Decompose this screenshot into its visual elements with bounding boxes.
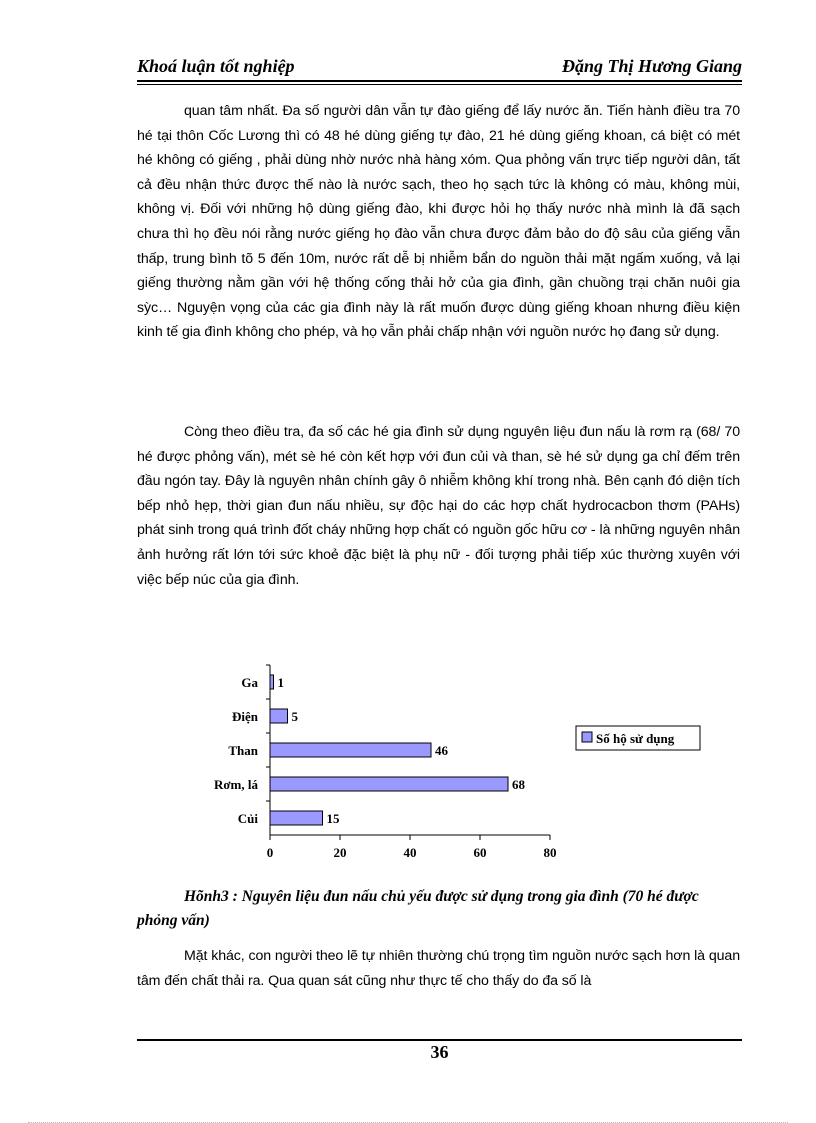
bar-data-label: 5 <box>291 709 298 724</box>
footer-rule <box>137 1039 742 1041</box>
x-tick-label: 60 <box>473 845 487 860</box>
y-category-label: Điện <box>232 709 258 724</box>
fuel-usage-chart-svg <box>190 655 710 875</box>
x-tick-label: 20 <box>333 845 347 860</box>
bar-data-label: 46 <box>435 743 448 758</box>
bar-data-label: 68 <box>512 777 525 792</box>
bar <box>270 743 431 757</box>
legend-label: Số hộ sử dụng <box>596 731 675 746</box>
y-category-label: Ga <box>241 675 258 690</box>
paragraph-cooking-fuel: Còng theo điều tra, đa số các hé gia đình sử dụng nguyên liệu đun nấu là rơm rạ (68/ 70 hé được phỏng vấn), mét sè hé còn kết hợp với đun củi và than, sè hé sử dụng ga chỉ đếm trên đầu ngón tay. Đây là nguyên nhân chính gây ô nhiễm không khí trong nhà. Bên cạnh đó diện tích bếp nhỏ hẹp, thời gian đun nấu nhiều, sự độc hại do các hợp chất hydrocacbon thơm (PAHs) phát sinh trong quá trình đốt cháy những hợp chất có nguồn gốc hữu cơ - là những nguyên nhân ảnh hưởng rất lớn tới sức khoẻ đặc biệt là phụ nữ - đối tượng phải tiếp xúc thường xuyên với việc bếp núc của gia đình. <box>137 424 740 588</box>
header-author: Đặng Thị Hương Giang <box>562 56 742 76</box>
header-rule-thin <box>137 84 742 85</box>
page-number: 36 <box>430 1042 449 1062</box>
paragraph-waste: Mặt khác, con người theo lẽ tự nhiên thường chú trọng tìm nguồn nước sạch hơn là quan tâm đến chất thải ra. Qua quan sát cũng như thực tế cho thấy do đa số là <box>137 948 740 989</box>
x-tick-label: 0 <box>266 845 274 860</box>
header-rule <box>137 80 742 82</box>
bar <box>270 777 508 791</box>
x-tick-label: 80 <box>543 845 557 860</box>
fuel-usage-chart <box>190 655 710 875</box>
bar-data-label: 15 <box>326 811 340 826</box>
legend-swatch <box>582 732 592 742</box>
bar <box>270 811 323 825</box>
x-tick-label: 40 <box>403 845 417 860</box>
bar <box>270 675 274 689</box>
paragraph-water-wells: quan tâm nhất. Đa số người dân vẫn tự đào giếng để lấy nước ăn. Tiến hành điều tra 70 hé tại thôn Cốc Lương thì có 48 hé dùng giếng tự đào, 21 hé dùng giếng khoan, cá biệt có mét hé không có giếng , phải dùng nhờ nước nhà hàng xóm. Qua phỏng vấn trực tiếp người dân, tất cả đều nhận thức được thế nào là nước sạch, theo họ sạch tức là không có màu, không mùi, không vị. Đối với những hộ dùng giếng đào, khi được hỏi họ thấy nước nhà mình là đã sạch chưa thì họ đều nói rằng nước giếng họ đào vẫn chưa được đảm bảo do độ sâu của giếng vẫn thấp, trung bình tõ 5 đến 10m, nước rất dễ bị nhiễm bẩn do nguồn thải mặt ngấm xuống, vả lại giếng thường nằm gần với hệ thống cống thải hở của gia đình, gần chuồng trại chăn nuôi gia sỳc… Nguyện vọng của các gia đình này là rất muốn được dùng giếng khoan nhưng điều kiện kinh tế gia đình không cho phép, và họ vẫn phải chấp nhận với nguồn nước họ đang sử dụng. <box>137 103 740 341</box>
bar <box>270 709 288 723</box>
figure-caption: Hõnh3 : Nguyên liệu đun nấu chủ yếu được sử dụng trong gia đình (70 hé được phỏng vấn) <box>137 888 699 929</box>
page-header <box>137 56 742 80</box>
header-title: Khoá luận tốt nghiệp <box>137 56 295 76</box>
y-category-label: Củi <box>237 811 258 826</box>
y-category-label: Rơm, lá <box>213 777 258 792</box>
y-category-label: Than <box>228 743 258 758</box>
bar-data-label: 1 <box>277 675 284 690</box>
